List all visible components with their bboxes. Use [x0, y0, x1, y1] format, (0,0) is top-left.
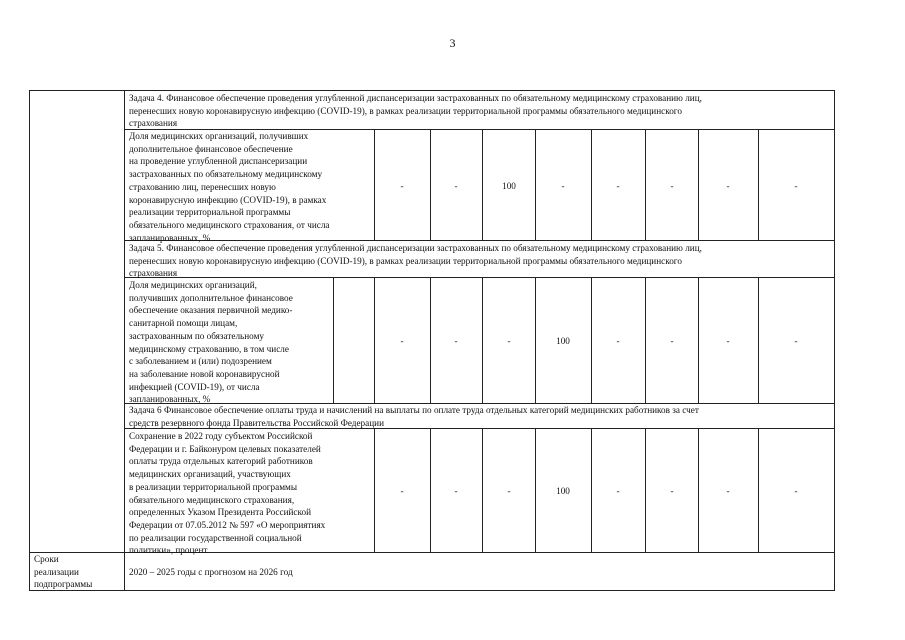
task5-value-5: - [616, 336, 620, 346]
task6-indicator: Сохранение в 2022 году субъектом Российской Федерации и г. Байконуром целевых показателей оплаты труда отдельных категорий работников медицинских организаций, участвующих в реализации территориальной программы обязательного медицинского страхования, определенных Указом Президента Российской Федерации от 07.05.2012 № 597 «О мероприятиях по реализации государственной социальной политики», процент [129, 431, 326, 556]
task6-value-6: - [670, 486, 674, 496]
task6-value-3: - [507, 486, 511, 496]
task6-value-5: - [616, 486, 620, 496]
task4-value-2: - [454, 181, 458, 191]
task4-value-3: 100 [502, 181, 516, 191]
task5-value-6: - [670, 336, 674, 346]
terms-value: 2020 – 2025 годы с прогнозом на 2026 год [129, 567, 293, 577]
task4-value-7: - [726, 181, 730, 191]
task6-title: Задача 6 Финансовое обеспечение оплаты труда и начислений на выплаты по оплате труда отдельных категорий медицинских работников за счет средств резервного фонда Правительства Российской Федерации [129, 405, 699, 428]
task5-value-7: - [726, 336, 730, 346]
task6-value-4: 100 [556, 486, 570, 496]
task5-value-8: - [794, 336, 798, 346]
terms-label: Сроки реализации подпрограммы [34, 554, 93, 590]
task5-value-3: - [507, 336, 511, 346]
task5-title: Задача 5. Финансовое обеспечение проведения углубленной диспансеризации застрахованных по обязательному медицинскому страхованию лиц, перенесших новую коронавирусную инфекцию (COVID-19), в рамках реализации территориальной программы обязательного медицинского страхования [129, 243, 702, 279]
task4-title: Задача 4. Финансовое обеспечение проведения углубленной диспансеризации застрахованных по обязательному медицинскому страхованию лиц, перенесших новую коронавирусную инфекцию (COVID-19), в рамках реализации территориальной программы обязательного медицинского страхования [129, 93, 702, 129]
task6-value-7: - [726, 486, 730, 496]
task6-value-8: - [794, 486, 798, 496]
task4-value-8: - [794, 181, 798, 191]
task4-value-6: - [670, 181, 674, 191]
page-number: 3 [449, 36, 456, 50]
task4-value-1: - [400, 181, 404, 191]
task5-value-1: - [400, 336, 404, 346]
task6-value-1: - [400, 486, 404, 496]
task5-value-2: - [454, 336, 458, 346]
task5-value-4: 100 [556, 336, 570, 346]
task6-value-2: - [454, 486, 458, 496]
task5-indicator: Доля медицинских организаций, получивших дополнительное финансовое обеспечение оказания первичной медико- санитарной помощи лицам, застрахованным по обязательному медицинскому страхованию, в том числе с заболеванием и (или) подозрением на заболевание новой коронавирусной инфекцией (COVID-19), от числа запланированных, % [129, 280, 293, 405]
task4-value-4: - [561, 181, 565, 191]
task4-indicator: Доля медицинских организаций, получивших дополнительное финансовое обеспечение на проведение углубленной диспансеризации застрахованных по обязательному медицинскому страхованию лиц, перенесших новую коронавирусную инфекцию (COVID-19), в рамках реализации территориальной программы обязательного медицинского страхования, от числа запланированных, % [129, 131, 330, 243]
task4-value-5: - [616, 181, 620, 191]
